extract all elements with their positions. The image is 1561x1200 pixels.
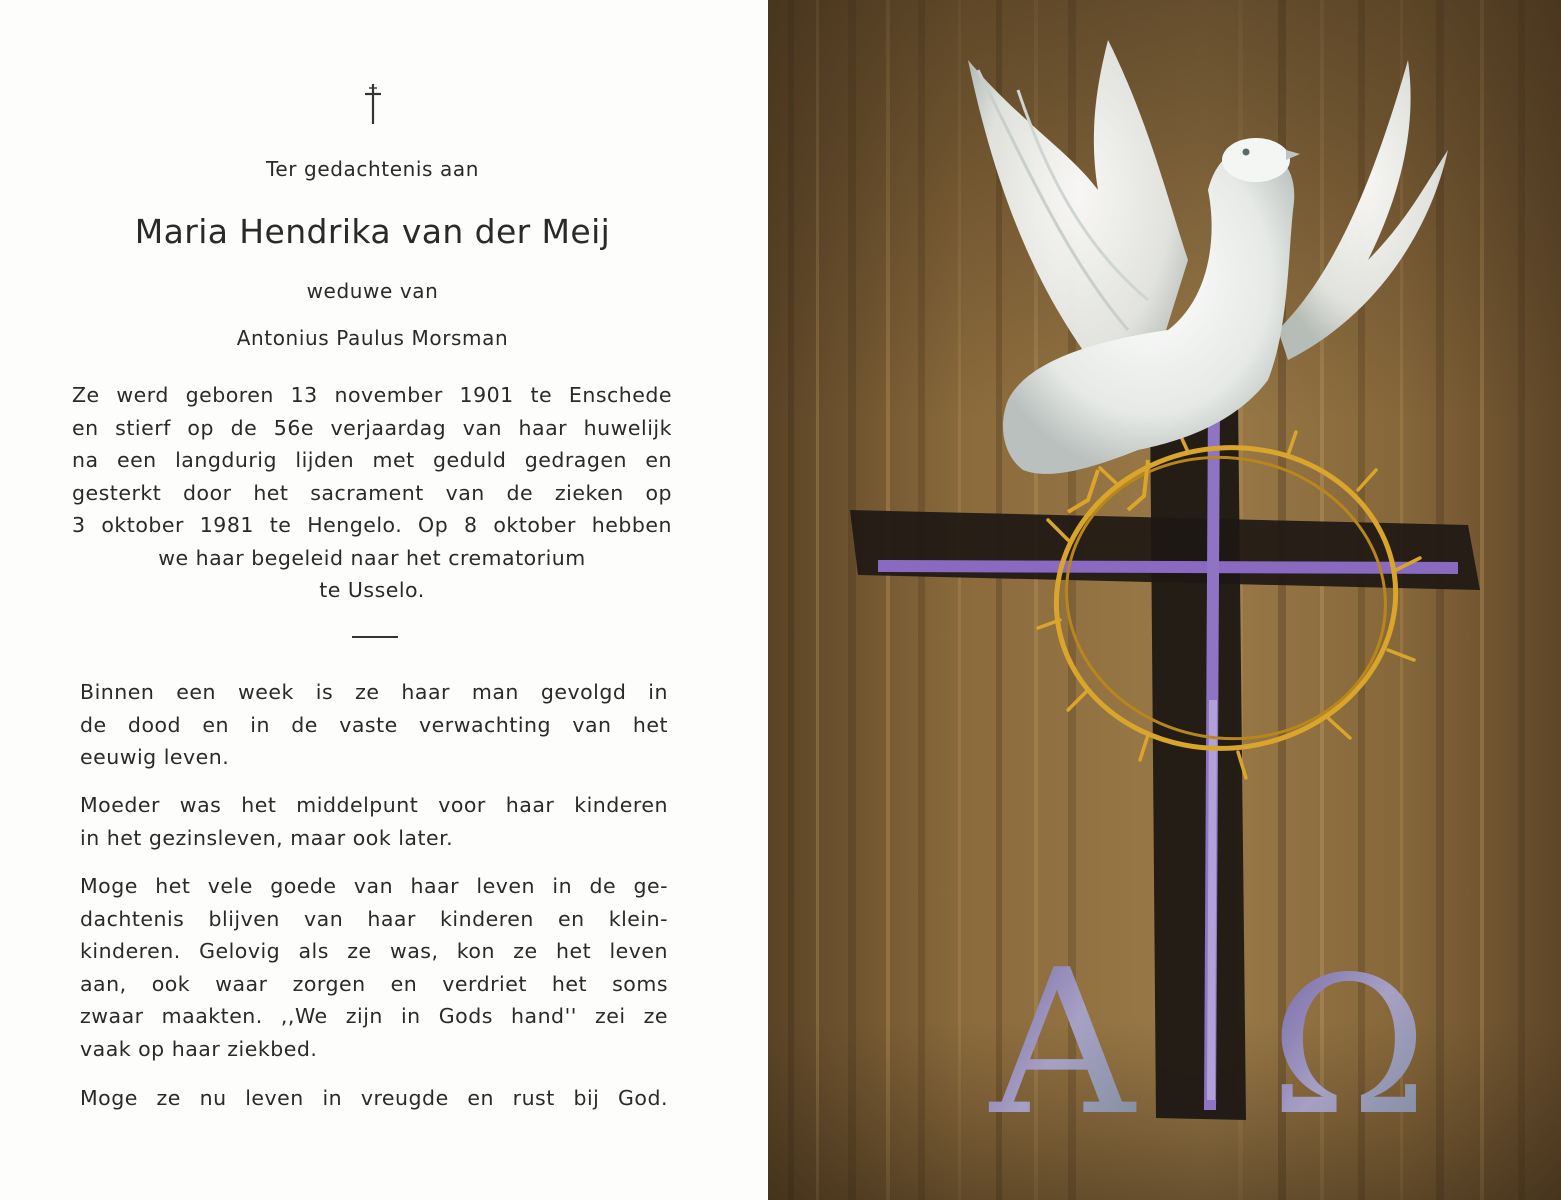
paragraph-line: in het gezinsleven, maar ook later. <box>80 825 454 850</box>
paragraph-line: vaak op haar ziekbed. <box>80 1036 318 1061</box>
bio-line: gesterkt door het sacrament van de zieken op <box>72 480 672 505</box>
artwork-panel <box>768 0 1561 1200</box>
paragraph-line: Binnen een week is ze haar man gevolgd in <box>80 680 668 704</box>
paragraph-line: dachtenis blijven van haar kinderen en klein- <box>80 906 668 931</box>
section-divider <box>352 636 398 638</box>
paragraph-mother <box>80 789 668 854</box>
memorial-text-panel <box>0 0 768 1200</box>
paragraph-closing-prayer <box>80 1082 668 1115</box>
paragraph-line: eeuwig leven. <box>80 745 230 769</box>
bio-line: 3 oktober 1981 te Hengelo. Op 8 oktober hebben <box>72 513 672 537</box>
paragraph-line: Moge ze nu leven in vreugde en rust bij God. <box>80 1086 668 1110</box>
deceased-name: Maria Hendrika van der Meij <box>134 212 611 251</box>
paragraph-faith <box>80 870 668 1065</box>
bio-line: en stierf op de 56e verjaardag van haar huwelijk <box>72 415 672 440</box>
paragraph-line: kinderen. Gelovig als ze was, kon ze het leven <box>80 939 668 963</box>
paragraph-line: zwaar maakten. ,,We zijn in Gods hand'' zei ze <box>80 1004 668 1028</box>
paragraph-line: Moeder was het middelpunt voor haar kinderen <box>80 793 668 817</box>
omega-letter: Ω <box>1270 936 1428 1157</box>
paragraph-line: Moge het vele goede van haar leven in de ge- <box>80 874 668 898</box>
intro-line: Ter gedachtenis aan <box>265 157 480 181</box>
bio-line: we haar begeleid naar het crematorium <box>158 545 586 570</box>
widow-of-line: weduwe van <box>306 279 439 303</box>
paragraph-line: aan, ook waar zorgen en verdriet het soms <box>80 971 668 996</box>
bio-line: na een langdurig lijden met geduld gedragen en <box>72 448 672 472</box>
dagger-cross-icon <box>0 80 745 138</box>
paragraph-followed-husband <box>80 676 668 774</box>
alpha-letter: A <box>990 927 1135 1160</box>
bio-line: te Usselo. <box>319 578 425 602</box>
husband-name: Antonius Paulus Morsman <box>236 326 509 350</box>
biography-block <box>72 379 672 607</box>
bio-line: Ze werd geboren 13 november 1901 te Enschede <box>72 383 672 407</box>
paragraph-line: de dood en in de vaste verwachting van het <box>80 712 668 737</box>
artwork-illustration <box>768 0 1561 1200</box>
